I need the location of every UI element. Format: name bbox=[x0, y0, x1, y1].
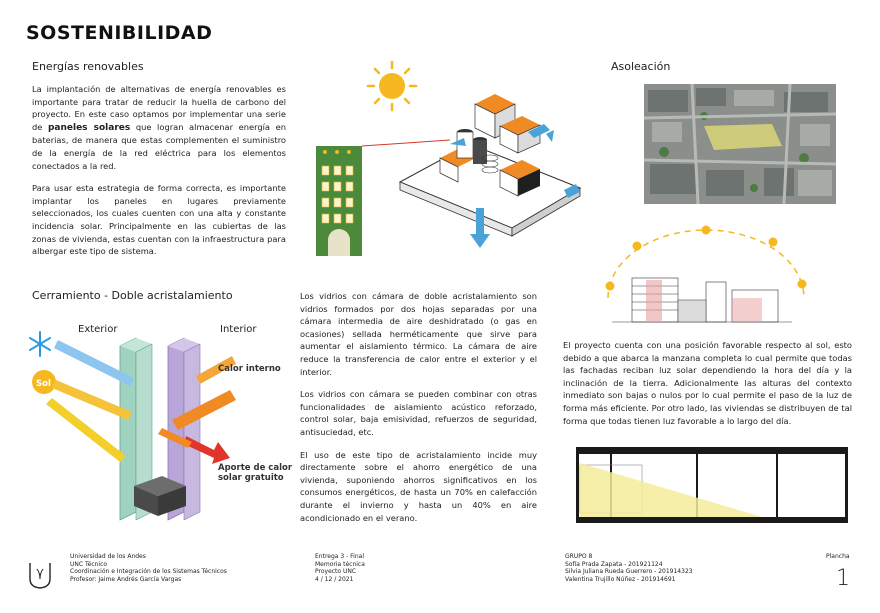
green-building bbox=[316, 146, 362, 256]
sun-position-dots bbox=[606, 226, 807, 291]
solar-angle-section bbox=[576, 447, 848, 529]
plancha-label: Plancha bbox=[826, 553, 850, 560]
footer-grupo-line: Valentina Trujillo Núñez - 201914691 bbox=[565, 575, 676, 583]
glazing-text bbox=[300, 290, 537, 534]
renewables-text bbox=[32, 83, 286, 268]
snowflake-icon bbox=[30, 332, 50, 356]
footer-university bbox=[70, 553, 227, 583]
renewables-heading: Energías renovables bbox=[32, 60, 144, 73]
footer-entrega-line: Entrega 3 - Final bbox=[315, 553, 364, 560]
label-interior: Interior bbox=[220, 324, 257, 335]
asoleacion-text: El proyecto cuenta con una posición favorable respecto al sol, esto debido a que abarca la manzana completa lo cual permite que todas las fachadas reciban luz solar dependiendo la hora del día y la inclinación de la tierra. Adicionalmente las alturas del contexto inmediato son bajas o nulos por lo cual permite el paso de la luz de forma más eficiente. Por otro lado, las viviendas se distribuyen de tal forma que todas tienen luz favorable a lo largo del día. bbox=[563, 340, 852, 426]
footer-entrega bbox=[315, 553, 365, 583]
renewables-para1-a: La implantación de alternativas de energía renovables es importante para tratar de reducir la huella de carbono del proyecto. En este caso optamos por implementar una serie de bbox=[32, 84, 286, 132]
university-logo bbox=[27, 561, 53, 589]
footer-grupo bbox=[565, 553, 693, 583]
label-aporte-1: Aporte de calor bbox=[218, 463, 293, 473]
sun-path-section bbox=[592, 228, 818, 336]
footer-entrega-line: 4 / 12 / 2021 bbox=[315, 575, 354, 583]
renewables-para1-b: que logran almacenar energía en baterias, de manera que estas complementen el suministro de la energía de la red eléctrica para los elementos conectados a la red. bbox=[32, 121, 286, 171]
site-aerial-map bbox=[644, 84, 836, 204]
plancha-number: 1 bbox=[836, 566, 850, 591]
solar-panel-illustration bbox=[300, 58, 580, 258]
footer-uni-line: Universidad de los Andes bbox=[70, 553, 146, 560]
renewables-para1-bold: paneles solares bbox=[47, 122, 131, 133]
glazing-heading: Cerramiento - Doble acristalamiento bbox=[32, 289, 233, 302]
label-sol: Sol bbox=[36, 379, 51, 389]
footer-uni-line: Profesor: Jaime Andrés García Vargas bbox=[70, 575, 182, 583]
asoleacion-heading: Asoleación bbox=[611, 60, 671, 73]
footer-grupo-line: Silvia Juliana Rueda Guerrero - 201914323 bbox=[565, 568, 693, 576]
glazing-para3: El uso de este tipo de acristalamiento incide muy directamente sobre el ahorro energético de una vivienda, suponiendo ahorros significativos en los consumos energéticos, de hasta un 70% en calefacción durante el invierno y hasta un 40% en aire acondicionado en el verano. bbox=[300, 449, 537, 523]
footer-grupo-line: GRUPO 8 bbox=[565, 553, 593, 560]
label-aporte-2: solar gratuito bbox=[218, 473, 284, 483]
sun-icon bbox=[368, 62, 416, 110]
double-glazing-diagram bbox=[22, 316, 293, 532]
renewables-para2: Para usar esta estrategia de forma correcta, es importante implantar los paneles en lugares previamente seleccionados, los cuales cuenten con una alta y constante incidencia solar. Principalmente en las cubiertas de las zonas de vivienda, estas cuentan con la infraestructura para albergar este tipo de sistema. bbox=[32, 183, 286, 257]
isometric-blocks bbox=[400, 94, 580, 248]
footer-entrega-line: Memoria técnica bbox=[315, 560, 365, 568]
glazing-para2: Los vidrios con cámara se pueden combinar con otras funcionalidades de aislamiento acústico reforzado, control solar, baja emisividad, refuerzos de seguridad, antisuciedad, etc. bbox=[300, 389, 537, 437]
page-title: SOSTENIBILIDAD bbox=[26, 22, 213, 44]
footer-entrega-line: Proyecto UNC bbox=[315, 568, 357, 576]
footer-grupo-line: Sofía Prada Zapata - 201921124 bbox=[565, 560, 663, 568]
label-calor-interno: Calor interno bbox=[218, 364, 281, 374]
footer-uni-line: Coordinación e Integración de los Sistemas Técnicos bbox=[70, 568, 227, 576]
label-exterior: Exterior bbox=[78, 324, 118, 335]
glazing-para1: Los vidrios con cámara de doble acristalamiento son vidrios formados por dos hojas separadas por una cámara intermedia de aire deshidratado (o gas en ocasiones) sellada herméticamente que sirve para aumentar el aislamiento térmico. La cámara de aire reduce la transferencia de calor entre el exterior y el interior. bbox=[300, 291, 537, 377]
footer-uni-line: UNC Técnico bbox=[70, 560, 108, 568]
